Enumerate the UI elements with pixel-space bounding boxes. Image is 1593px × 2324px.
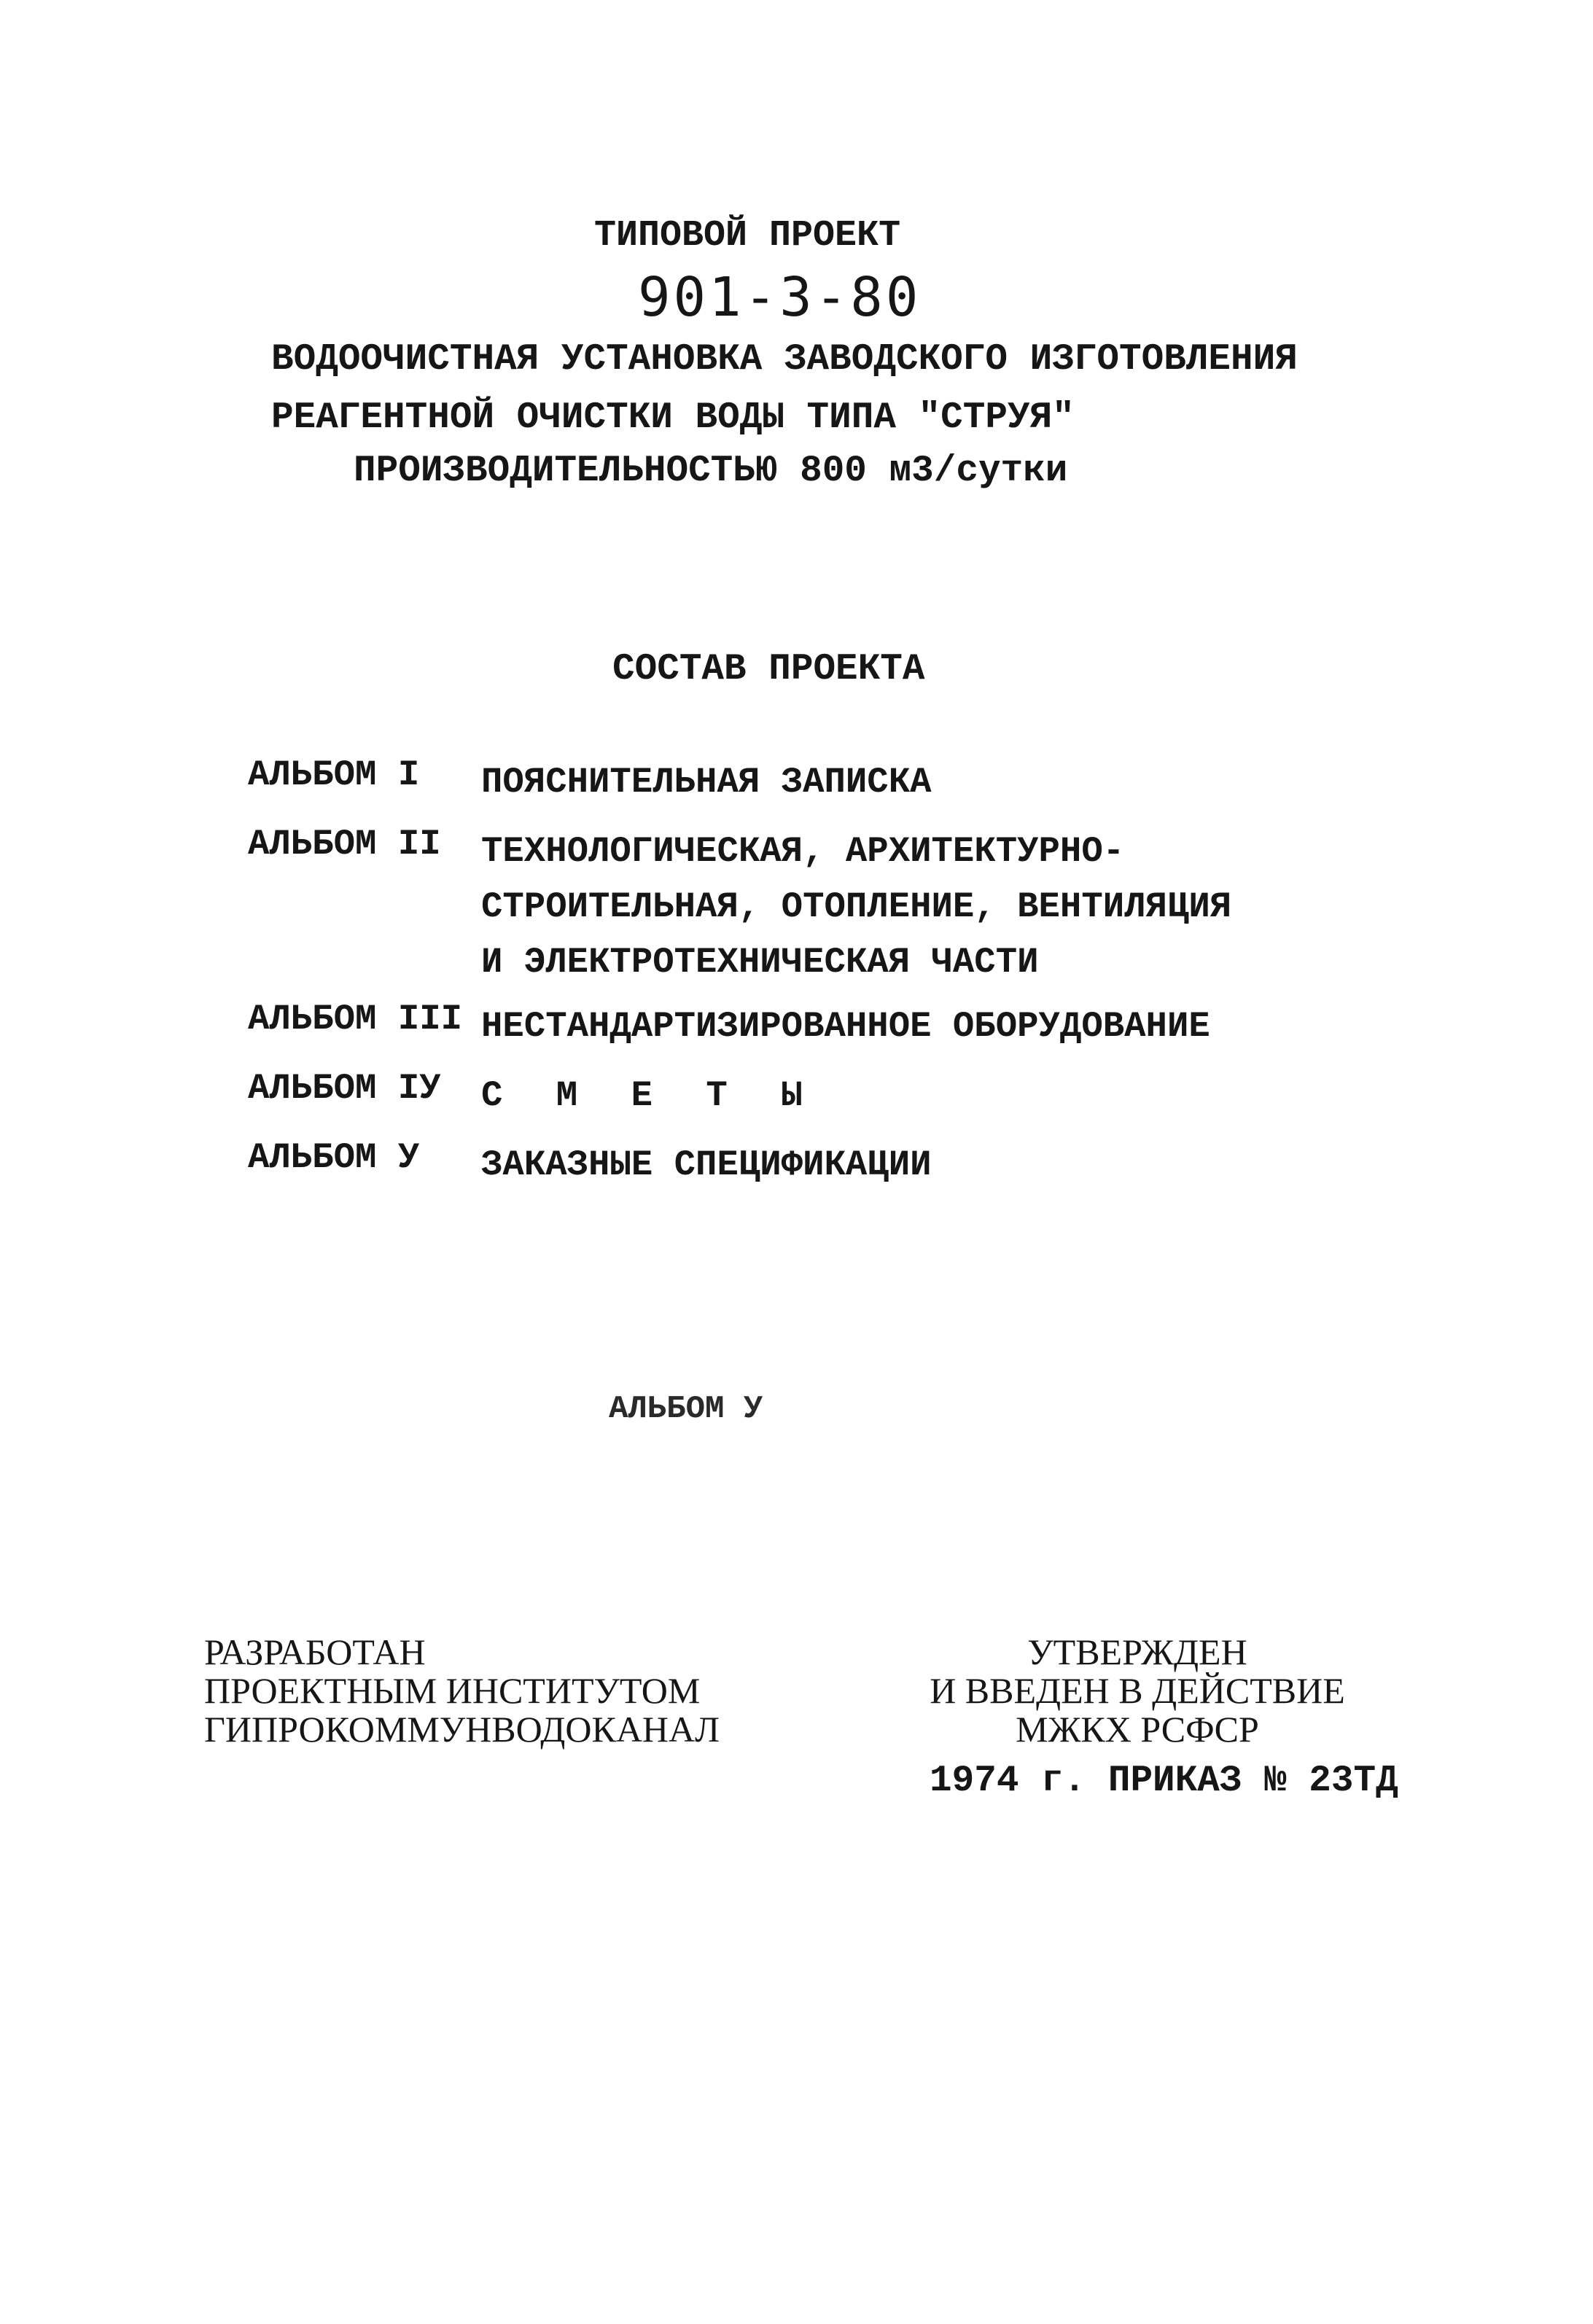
project-description-line-1: ВОДООЧИСТНАЯ УСТАНОВКА ЗАВОДСКОГО ИЗГОТОВЛЕНИЯ: [271, 339, 1298, 381]
album-label: АЛЬБОМ III: [248, 999, 463, 1040]
album-label: АЛЬБОМ II: [248, 824, 441, 865]
album-description: [481, 754, 932, 810]
project-number: 901-3-80: [638, 266, 922, 329]
developer-line: ПРОЕКТНЫМ ИНСТИТУТОМ: [204, 1670, 701, 1711]
album-label: АЛЬБОМ У: [248, 1137, 420, 1178]
developer-block: [204, 1633, 720, 1749]
album-description-line: ПОЯСНИТЕЛЬНАЯ ЗАПИСКА: [481, 762, 932, 803]
album-description: [481, 1137, 932, 1193]
document-type-label: ТИПОВОЙ ПРОЕКТ: [594, 215, 901, 257]
album-description-line: С М Е Т Ы: [481, 1075, 819, 1116]
album-description: [481, 1068, 819, 1123]
composition-title: СОСТАВ ПРОЕКТА: [612, 649, 925, 690]
album-description-line: НЕСТАНДАРТИЗИРОВАННОЕ ОБОРУДОВАНИЕ: [481, 1006, 1210, 1047]
album-description-line: ТЕХНОЛОГИЧЕСКАЯ, АРХИТЕКТУРНО-: [481, 831, 1125, 872]
album-description-line: И ЭЛЕКТРОТЕХНИЧЕСКАЯ ЧАСТИ: [481, 942, 1039, 983]
album-label: АЛЬБОМ I: [248, 754, 420, 795]
album-description-line: СТРОИТЕЛЬНАЯ, ОТОПЛЕНИЕ, ВЕНТИЛЯЦИЯ: [481, 886, 1232, 927]
developer-line: РАЗРАБОТАН: [204, 1631, 426, 1672]
current-album-label: АЛЬБОМ У: [609, 1391, 763, 1427]
album-label: АЛЬБОМ IУ: [248, 1068, 441, 1109]
album-description: [481, 824, 1231, 990]
developer-line: ГИПРОКОММУНВОДОКАНАЛ: [204, 1709, 720, 1750]
approval-line: МЖКХ РСФСР: [1016, 1709, 1259, 1750]
approval-line: И ВВЕДЕН В ДЕЙСТВИЕ: [930, 1670, 1345, 1711]
album-description-line: ЗАКАЗНЫЕ СПЕЦИФИКАЦИИ: [481, 1145, 932, 1185]
approval-line: УТВЕРЖДЕН: [1027, 1631, 1247, 1672]
album-description: [481, 999, 1210, 1054]
project-description-line-3: ПРОИЗВОДИТЕЛЬНОСТЬЮ 800 м3/сутки: [354, 451, 1068, 492]
order-line: 1974 г. ПРИКАЗ № 23ТД: [930, 1760, 1398, 1802]
approval-block: [926, 1633, 1349, 1749]
project-description-line-2: РЕАГЕНТНОЙ ОЧИСТКИ ВОДЫ ТИПА "СТРУЯ": [271, 397, 1075, 439]
